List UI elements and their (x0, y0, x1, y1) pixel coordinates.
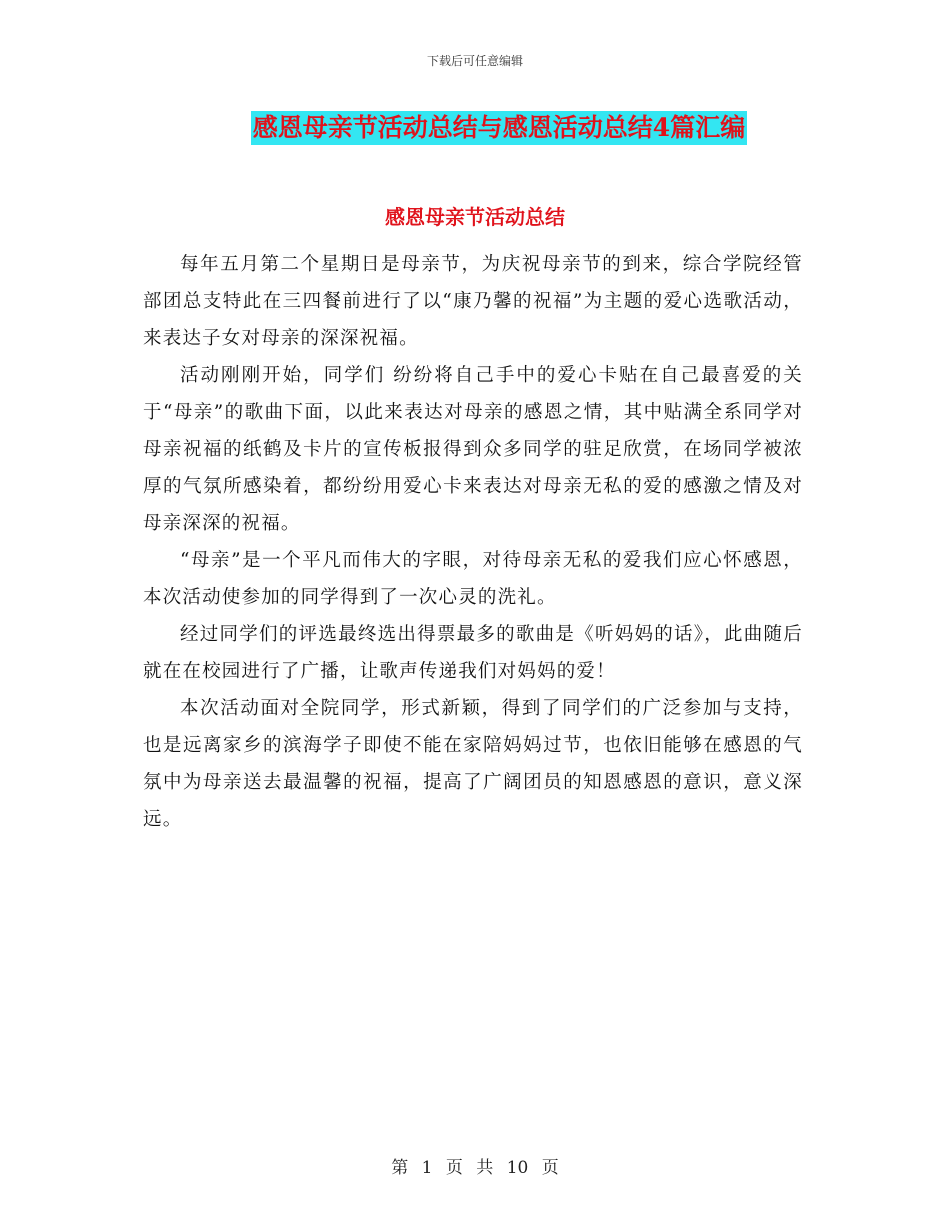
article-body (143, 246, 803, 838)
paragraph: 活动刚刚开始，同学们 纷纷将自己手中的爱心卡贴在自己最喜爱的关于“母亲”的歌曲下面，以此来表达对母亲的感恩之情，其中贴满全系同学对母亲祝福的纸鹤及卡片的宣传板报得到众多同学的驻足欣赏，在场同学被浓厚的气氛所感染着，都纷纷用爱心卡来表达对母亲无私的爱的感激之情及对母亲深深的祝福。 (143, 365, 803, 534)
page-number-footer: 第 1 页 共 10 页 (391, 1158, 559, 1178)
page-header-note: 下载后可任意编辑 (426, 54, 523, 68)
paragraph: 每年五月第二个星期日是母亲节，为庆祝母亲节的到来，综合学院经管部团总支特此在三四餐前进行了以“康乃馨的祝福”为主题的爱心选歌活动，来表达子女对母亲的深深祝福。 (143, 254, 803, 349)
paragraph: 本次活动面对全院同学，形式新颖，得到了同学们的广泛参加与支持，也是远离家乡的滨海学子即使不能在家陪妈妈过节，也依旧能够在感恩的气氛中为母亲送去最温馨的祝福，提高了广阔团员的知恩感恩的意识，意义深远。 (143, 698, 803, 830)
document-title: 感恩母亲节活动总结与感恩活动总结4篇汇编 (251, 111, 747, 145)
paragraph: 经过同学们的评选最终选出得票最多的歌曲是《听妈妈的话》，此曲随后就在在校园进行了广播，让歌声传递我们对妈妈的爱！ (143, 624, 803, 682)
section-title: 感恩母亲节活动总结 (385, 205, 565, 229)
document-title-container (0, 111, 950, 145)
paragraph: “母亲”是一个平凡而伟大的字眼，对待母亲无私的爱我们应心怀感恩，本次活动使参加的同学得到了一次心灵的洗礼。 (143, 550, 803, 608)
